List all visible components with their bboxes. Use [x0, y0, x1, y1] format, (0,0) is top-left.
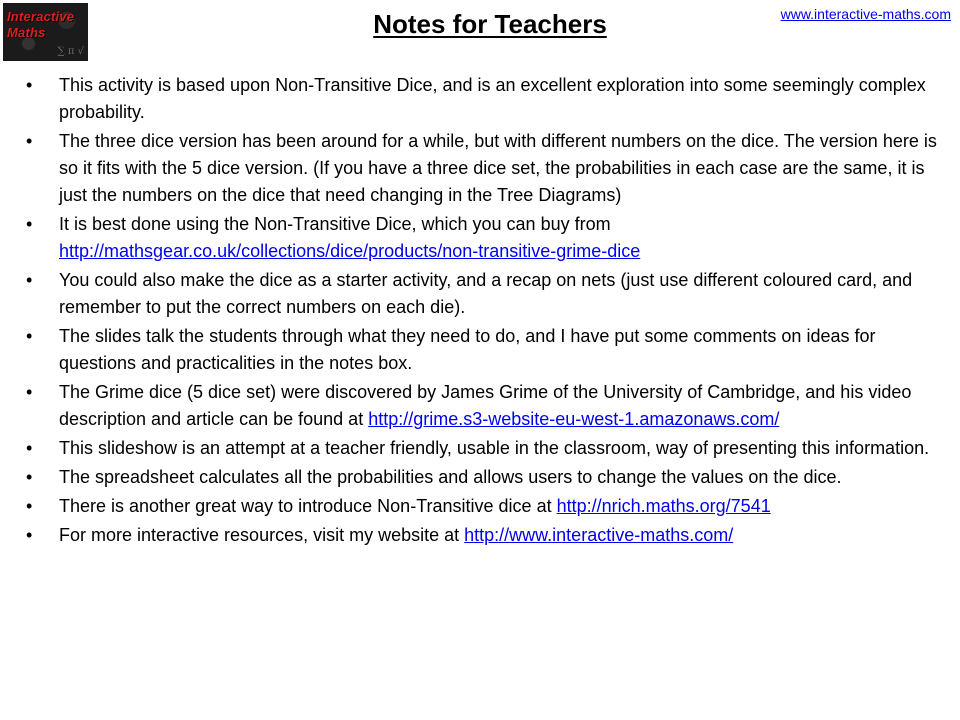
list-item: [26, 522, 942, 549]
nrich-link[interactable]: http://nrich.maths.org/7541: [556, 496, 771, 516]
bullet-icon: •: [26, 467, 33, 487]
bullet-icon: •: [26, 326, 33, 346]
note-text: This slideshow is an attempt at a teacher friendly, usable in the classroom, way of presenting this information.: [59, 438, 930, 458]
note-text: There is another great way to introduce Non-Transitive dice at: [59, 496, 552, 516]
list-item: [26, 379, 942, 433]
note-text: This activity is based upon Non-Transitive Dice, and is an excellent exploration into some seemingly complex probability.: [59, 75, 926, 122]
list-item: [26, 211, 942, 265]
interactive-maths-link[interactable]: http://www.interactive-maths.com/: [464, 525, 734, 545]
list-item: [26, 435, 942, 462]
bullet-icon: •: [26, 75, 33, 95]
bullet-icon: •: [26, 525, 33, 545]
note-text: For more interactive resources, visit my website at: [59, 525, 460, 545]
bullet-icon: •: [26, 270, 33, 290]
list-item: [26, 267, 942, 321]
list-item: [26, 128, 942, 209]
note-text: The slides talk the students through what they need to do, and I have put some comments on ideas for questions and practicalities in the notes box.: [59, 326, 876, 373]
notes-list: [26, 72, 942, 551]
bullet-icon: •: [26, 131, 33, 151]
list-item: [26, 464, 942, 491]
note-text: The spreadsheet calculates all the probabilities and allows users to change the values on the dice.: [59, 467, 842, 487]
mathsgear-link[interactable]: http://mathsgear.co.uk/collections/dice/products/non-transitive-grime-dice: [59, 241, 641, 261]
logo-text-line1: Interactive: [7, 9, 75, 24]
site-link[interactable]: www.interactive-maths.com: [780, 6, 951, 22]
bullet-icon: •: [26, 214, 33, 234]
note-text: It is best done using the Non-Transitive Dice, which you can buy from: [59, 214, 611, 234]
note-text: The three dice version has been around for a while, but with different numbers on the dice. The version here is so it fits with the 5 dice version. (If you have a three dice set, the probabilities in each case are the same, it is just the numbers on the dice that need changing in the Tree Diagrams): [59, 131, 937, 205]
logo-math-symbols-icon: ∑ π √: [57, 46, 84, 57]
list-item: [26, 493, 942, 520]
grime-article-link[interactable]: http://grime.s3-website-eu-west-1.amazonaws.com/: [368, 409, 780, 429]
list-item: [26, 72, 942, 126]
note-text: The Grime dice (5 dice set) were discovered by James Grime of the University of Cambridge, and his video description and article can be found at: [59, 382, 912, 429]
bullet-icon: •: [26, 382, 33, 402]
logo-text-line2: Maths: [7, 25, 46, 40]
page-title: Notes for Teachers: [373, 9, 607, 39]
note-text: You could also make the dice as a starter activity, and a recap on nets (just use different coloured card, and remember to put the correct numbers on each die).: [59, 270, 913, 317]
bullet-icon: •: [26, 438, 33, 458]
list-item: [26, 323, 942, 377]
bullet-icon: •: [26, 496, 33, 516]
